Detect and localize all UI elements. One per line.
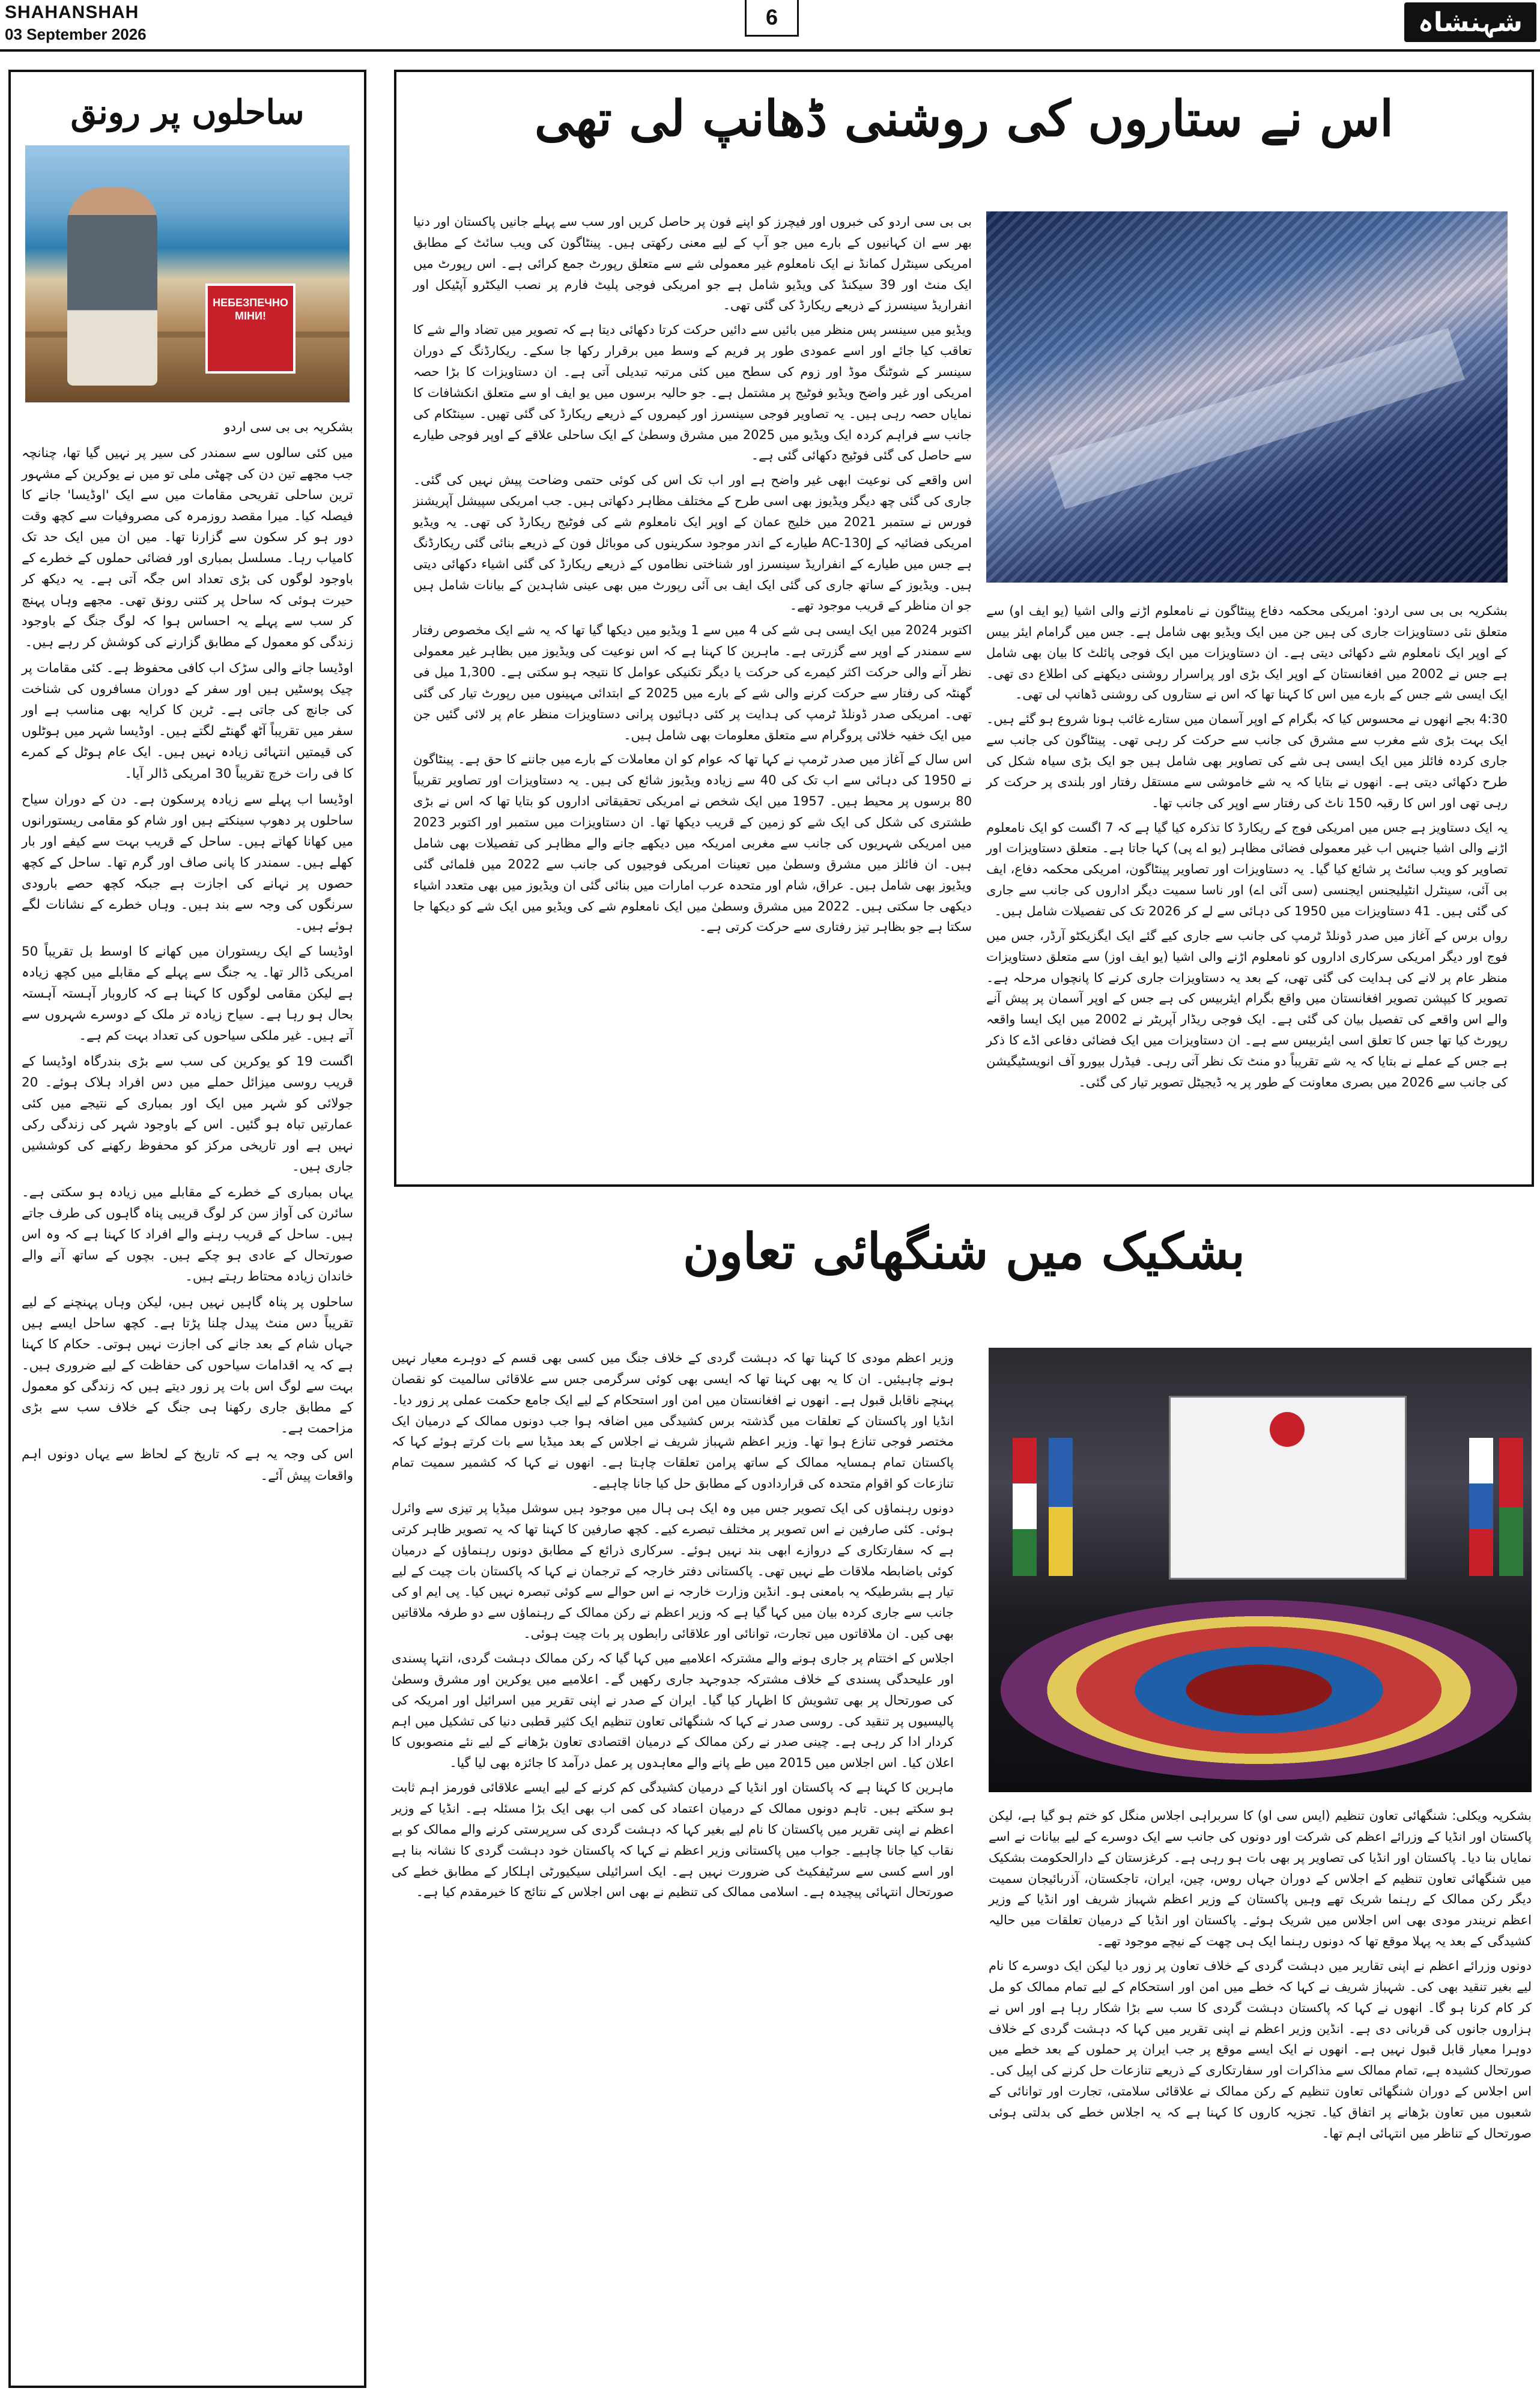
article-paragraph: بشکریہ ویکلی: شنگھائی تعاون تنظیم (ایس سی او) کا سربراہی اجلاس منگل کو ختم ہو گیا ہے، لیکن پاکستان اور انڈیا کے وزرائے اعظم کی شرکت اور دونوں کی جانب سے ایک دوسرے کے لیے بیانات نے اسے نمایاں بنا دیا۔ پاکستان اور انڈیا کی تصاویر پر بھی بات ہو رہی ہے۔ کرغزستان کے دارالحکومت بشکیک میں شنگھائی تعاون تنظیم کے اجلاس کے دوران جہاں روس، چین، ایران، تاجکستان، آذربائیجان سمیت دیگر رکن ممالک کے رہنما شریک تھے وہیں پاکستان کے وزیر اعظم شہباز شریف اور انڈیا کے وزیر اعظم نریندر مودی بھی اس اجلاس میں شریک ہوئے۔ پاکستان اور انڈیا کے درمیان تعلقات میں حالیہ کشیدگی کے بعد یہ پہلا موقع تھا کہ دونوں رہنما ایک ہی چھت کے نیچے موجود تھے۔ xyxy=(989,1808,1532,1949)
top-article-left-column xyxy=(413,211,972,941)
article-paragraph: ویڈیو میں سینسر پس منظر میں بائیں سے دائیں حرکت کرتا دکھائی دیتا ہے کہ تصویر میں تضاد والے شے کا تعاقب کیا جائے اور اسے عمودی طور پر فریم کے وسط میں برقرار رکھا جا سکے۔ ریکارڈنگ کے دوران سینسر کے شوٹنگ موڈ اور زوم کی سطح میں کئی مرتبہ تبدیلی آتی ہے۔ ان دستاویزات کا بڑا حصہ امریکی اور غیر واضح ویڈیو فوٹیج پر مشتمل ہے۔ جو حالیہ برسوں میں یو ایف او سے متعلق انکشافات کا نمایاں حصہ رہی ہیں۔ یہ تصاویر فوجی سینسرز اور کیمروں کے ذریعے ریکارڈ کی گئی تھیں۔ سینٹکام کی جانب سے فراہم کردہ ایک ویڈیو میں 2025 میں مشرق وسطیٰ کے ایک ساحلی علاقے کے اوپر فوجی طیارے سے حاصل کی گئی فوٹیج دکھائی گئی ہے۔ xyxy=(413,323,972,463)
article-paragraph: دونوں رہنماؤں کی ایک تصویر جس میں وہ ایک ہی ہال میں موجود ہیں سوشل میڈیا پر تیزی سے وائرل ہوئی۔ کئی صارفین نے اس تصویر پر مختلف تبصرے کیے۔ کچھ صارفین کا کہنا تھا کہ یہ تصویر ظاہر کرتی ہے کہ سفارتکاری کے دروازے ابھی بند نہیں ہوئے۔ سرکاری ذرائع کے مطابق دونوں رہنماؤں کے درمیان کوئی باضابطہ ملاقات طے نہیں تھی۔ پاکستانی دفتر خارجہ کے ترجمان نے کہا کہ پاکستان بات چیت کے لیے تیار ہے بشرطیکہ یہ بامعنی ہو۔ انڈین وزارت خارجہ نے اس حوالے سے کوئی تبصرہ نہیں کیا۔ پی ایم او کی جانب سے جاری کردہ بیان میں کہا گیا ہے کہ وزیر اعظم نے رکن ممالک کے رہنماؤں سے دو طرفہ ملاقاتیں بھی کیں۔ ان ملاقاتوں میں تجارت، توانائی اور علاقائی رابطوں پر بات چیت ہوئی۔ xyxy=(392,1501,954,1641)
photo-flag xyxy=(1013,1438,1037,1576)
bottom-article-right-column xyxy=(989,1805,1532,2148)
bottom-article-headline: بشکیک میں شنگھائی تعاون xyxy=(683,1223,1245,1280)
sidebar-paragraph: ساحلوں پر پناہ گاہیں نہیں ہیں، لیکن وہاں پہنچنے کے لیے تقریباً دس منٹ پیدل چلنا پڑتا ہے۔ کچھ ساحل ایسے ہیں جہاں شام کے بعد جانے کی اجازت نہیں ہوتی۔ حکام کا کہنا ہے کہ یہ اقدامات سیاحوں کی حفاظت کے لیے ضروری ہیں۔ بہت سے لوگ اس بات پر زور دیتے ہیں کہ زندگی کو معمول کے مطابق جاری رکھنا ہی جنگ کے خلاف سب سے بڑی مزاحمت ہے۔ xyxy=(22,1295,353,1437)
sidebar-paragraph: اوڈیسا جانے والی سڑک اب کافی محفوظ ہے۔ کئی مقامات پر چیک پوسٹیں ہیں اور سفر کے دوران مسافروں کی شناخت کی جانچ کی جاتی ہے۔ ٹرین کا کرایہ بھی مناسب ہے اور سفر میں تقریباً آٹھ گھنٹے لگتے ہیں۔ اوڈیسا شہر میں ہوٹلوں کی قیمتیں انتہائی زیادہ نہیں ہیں۔ ایک عام ہوٹل کے کمرے کا فی رات خرچ تقریباً 30 امریکی ڈالر آیا۔ xyxy=(22,661,353,781)
photo-flag xyxy=(1469,1438,1493,1576)
article-paragraph: 4:30 بجے انھوں نے محسوس کیا کہ بگرام کے اوپر آسمان میں ستارے غائب ہونا شروع ہو گئے ہیں۔ ایک بہت بڑی شے مغرب سے مشرق کی جانب سے حرکت کر رہی تھی۔ پینٹاگون کی جانب سے جاری کردہ فائلز میں ایک ایسی ہی شے کی تصاویر بھی شامل ہیں جو ایک بڑی سیاہ شکل کی طرح دکھائی دیتی ہے۔ انھوں نے بتایا کہ یہ شے خاموشی سے مستقل رفتار اور بلندی پر حرکت کر رہی تھی اور اس کا رقبہ 150 ناٹ کی رفتار سے اوپر کی جانب تھا۔ xyxy=(986,712,1508,810)
bottom-article-photo xyxy=(989,1348,1532,1792)
photo-person xyxy=(67,187,157,386)
article-paragraph: بی بی سی اردو کی خبروں اور فیچرز کو اپنے فون پر حاصل کریں اور سب سے پہلے جانیں پاکستان اور دنیا بھر سے ان کہانیوں کے بارے میں جو آپ کے لیے معنی رکھتی ہیں۔ پینٹاگون کی ویب سائٹ کے مطابق امریکی سینٹرل کمانڈ نے ایک نامعلوم غیر معمولی شے سے متعلق رپورٹ جمع کرائی ہے۔ اس رپورٹ میں ایک منٹ اور 39 سیکنڈ کی ویڈیو شامل ہے جو امریکی فوجی پلیٹ فارم پر نصب الیکٹرو آپٹیکل اور انفراریڈ سینسرز کے ذریعے ریکارڈ کی گئی تھی۔ xyxy=(413,214,972,313)
sidebar-paragraph: اوڈیسا اب پہلے سے زیادہ پرسکون ہے۔ دن کے دوران سیاح ساحلوں پر دھوپ سینکتے ہیں اور شام کو مقامی ریستورانوں میں کھانا کھاتے ہیں۔ ساحل کے قریب بہت سے کیفے اور بار کھلے ہیں۔ سمندر کا پانی صاف اور گرم تھا۔ ساحل کے کچھ حصوں پر نہانے کی اجازت ہے جبکہ کچھ حصے بارودی سرنگوں کی وجہ سے بند ہیں۔ وہاں خطرے کے نشانات لگے ہوئے ہیں۔ xyxy=(22,792,353,933)
sidebar-paragraph: اس کی وجہ یہ ہے کہ تاریخ کے لحاظ سے یہاں دونوں اہم واقعات پیش آئے۔ xyxy=(22,1447,353,1483)
sidebar-title: ساحلوں پر رونق xyxy=(70,92,305,132)
article-paragraph: وزیر اعظم مودی کا کہنا تھا کہ دہشت گردی کے خلاف جنگ میں کسی بھی قسم کے دوہرے معیار نہیں ہونے چاہیئیں۔ ان کا یہ بھی کہنا تھا کہ ایسی بھی کوئی سرگرمی جس سے علاقائی سالمیت کو نقصان پہنچے ناقابل قبول ہے۔ انھوں نے افغانستان میں امن اور استحکام کے لیے ایک جامع حکمت عملی پر زور دیا۔ انڈیا اور پاکستان کے تعلقات میں گذشتہ برس کشیدگی میں اضافہ ہوا جب دونوں ممالک کے درمیان ایک مختصر فوجی تنازع ہوا تھا۔ وزیر اعظم شہباز شریف نے اجلاس کے بعد میڈیا سے بات کرتے ہوئے کہا کہ پاکستان تمام ہمسایہ ممالک کے ساتھ پرامن تعلقات چاہتا ہے۔ انھوں نے کہا کہ کشمیر سمیت تمام تنازعات کو اقوام متحدہ کی قراردادوں کے مطابق حل کیا جانا چاہیے۔ xyxy=(392,1351,954,1491)
publication-date: 03 September 2026 xyxy=(5,25,147,43)
article-paragraph: رواں برس کے آغاز میں صدر ڈونلڈ ٹرمپ کی جانب سے جاری کیے گئے ایک ایگزیکٹو آرڈر، جس میں فوج اور دیگر امریکی سرکاری اداروں کو نامعلوم اڑنے والی اشیا (یو ایف اوز) سے متعلق دستاویزات منظر عام پر لانے کی ہدایت کی گئی تھی، کے بعد یہ دستاویزات جاری کرنے کا پانچواں مرحلہ ہے۔ تصویر کا کیپشن تصویر افغانستان میں واقع بگرام ایئربیس کی ہے جس کے اوپر آسمان پر پیش آنے والے اس واقعے کی تفصیل بیان کی گئی ہے۔ ایک فوجی ریڈار آپریٹر نے 2002 میں ایک ایسا واقعہ رپورٹ کیا تھا جس کا تعلق اسی ایئربیس سے ہے۔ ان دستاویزات میں ایک فضائی دفاعی اڈے کا ذکر ہے جس کے عملے نے بتایا کہ یہ شے تقریباً دو منٹ تک نظر آتی رہی۔ فیڈرل بیورو آف انویسٹیگیشن کی جانب سے 2026 میں بصری معاونت کے طور پر یہ ڈیجیٹل تصویر تیار کی گئی۔ xyxy=(986,928,1508,1089)
sidebar-paragraph: اگست 19 کو یوکرین کی سب سے بڑی بندرگاہ اوڈیسا کے قریب روسی میزائل حملے میں دس افراد ہلاک ہوئے۔ 20 جولائی کو شہر میں ایک اور بمباری کے نتیجے میں کئی عمارتیں تباہ ہو گئیں۔ اس کے باوجود شہر کی زندگی رکی نہیں ہے اور تاریخی مرکز کو محفوظ رکھنے کی کوششیں جاری ہیں۔ xyxy=(22,1053,353,1175)
article-paragraph: بشکریہ بی بی سی اردو: امریکی محکمہ دفاع پینٹاگون نے نامعلوم اڑنے والی اشیا (یو ایف او) سے متعلق نئی دستاویزات جاری کی ہیں جن میں ایک ویڈیو بھی شامل ہے۔ جس میں گرامام ایئر بیس کے اوپر ایک نامعلوم شے دکھائی دیتی ہے۔ ان دستاویزات میں ایک فوجی پائلٹ کا بیان بھی شامل ہے جس نے 2002 میں افغانستان کے اوپر ایک بڑی اور پراسرار روشنی دیکھنے کی اطلاع دی تھی۔ ایک ایسی شے جس کے بارے میں اس کا کہنا تھا کہ اس نے ستاروں کی روشنی ڈھانپ لی تھی۔ xyxy=(986,604,1508,702)
top-article-headline: اس نے ستاروں کی روشنی ڈھانپ لی تھی xyxy=(534,90,1394,148)
photo-flag xyxy=(1499,1438,1523,1576)
publication-name: SHAHANSHAH xyxy=(5,2,139,22)
page-header xyxy=(0,0,1540,52)
sidebar-paragraph: اوڈیسا کے ایک ریستوران میں کھانے کا اوسط بل تقریباً 50 امریکی ڈالر تھا۔ یہ جنگ سے پہلے کے مقابلے میں کچھ زیادہ ہے لیکن مقامی لوگوں کا کہنا ہے کہ کاروبار آہستہ آہستہ بحال ہو رہا ہے۔ سیاح زیادہ تر ملک کے دوسرے شہروں سے آتے ہیں۔ غیر ملکی سیاحوں کی تعداد بہت کم ہے۔ xyxy=(22,944,353,1043)
sidebar-paragraph: بشکریہ بی بی سی اردو xyxy=(224,420,353,435)
article-paragraph: اکتوبر 2024 میں ایک ایسی ہی شے کی 4 میں سے 1 ویڈیو میں دیکھا گیا تھا کہ یہ شے ایک مخصوص رفتار سے سمندر کے اوپر سے گزرتی ہے۔ ماہرین کا کہنا ہے کہ اس نوعیت کی ویڈیوز میں بظاہر غیر معمولی نظر آنے والی حرکت اکثر کیمرے کی حرکت یا دیگر تکنیکی عوامل کا نتیجہ ہو سکتی ہے۔ 1,300 میل فی گھنٹہ کی رفتار سے حرکت کرنے والی شے کے بارے میں 2025 کے ابتدائی مہینوں میں رپورٹ تیار کی گئی تھی۔ امریکی صدر ڈونلڈ ٹرمپ کی ہدایت پر کئی دہائیوں پرانی دستاویزات منظر عام پر لائی گئیں جن میں ایک خفیہ خلائی پروگرام سے متعلق معلومات بھی شامل ہیں۔ xyxy=(413,623,972,742)
article-paragraph: دونوں وزرائے اعظم نے اپنی تقاریر میں دہشت گردی کے خلاف تعاون پر زور دیا لیکن ایک دوسرے کا نام لیے بغیر تنقید بھی کی۔ شہباز شریف نے کہا کہ خطے میں امن اور استحکام کے لیے تمام ممالک کو مل کر کام کرنا ہو گا۔ انھوں نے کہا کہ پاکستان دہشت گردی کا سب سے بڑا شکار رہا ہے اور اس نے ہزاروں جانوں کی قربانی دی ہے۔ انڈین وزیر اعظم نے اپنی تقریر میں کہا کہ دہشت گردی کے خلاف دوہرا معیار قابل قبول نہیں ہے۔ انھوں نے ایک ایسے موقع پر جب ایران پر حملوں کے بعد خطے میں صورتحال کشیدہ ہے، تمام ممالک سے مذاکرات اور سفارتکاری کے ذریعے تنازعات حل کرنے کی اپیل کی۔ اس اجلاس کے دوران شنگھائی تعاون تنظیم کے رکن ممالک نے علاقائی سلامتی، تجارت اور توانائی کے شعبوں میں تعاون بڑھانے پر اتفاق کیا۔ تجزیہ کاروں کا کہنا ہے کہ یہ اجلاس خطے کی بدلتی ہوئی صورتحال کے تناظر میں انتہائی اہم تھا۔ xyxy=(989,1959,1532,2141)
article-paragraph: اس سال کے آغاز میں صدر ٹرمپ نے کہا تھا کہ عوام کو ان معاملات کے بارے میں جاننے کا حق ہے۔ پینٹاگون نے 1950 کی دہائی سے اب تک کی 40 سے زیادہ ویڈیوز شائع کی ہیں۔ یہ دستاویزات اور تصاویر تقریباً 80 برسوں پر محیط ہیں۔ 1957 میں ایک شخص نے امریکی تحقیقاتی اداروں کو بتایا تھا کہ اس نے بڑی طشتری کی شکل کی ایک شے کو زمین کے قریب دیکھا تھا۔ ان دستاویزات میں ستمبر اور اکتوبر 2023 میں امریکی شہریوں کی جانب سے مغربی امریکہ میں دیکھے جانے والے مظاہر کی تفصیلات بھی شامل ہیں۔ ان فائلز میں مشرق وسطیٰ میں تعینات امریکی فوجیوں کی جانب سے 2022 میں فلمائی گئی ویڈیوز بھی شامل ہیں۔ عراق، شام اور متحدہ عرب امارات میں بنائی گئی ان ویڈیوز میں بھی متعدد اشیاء دیکھی جا سکتی ہیں۔ 2022 میں مشرق وسطیٰ میں ایک نامعلوم شے کی ویڈیو میں ایک شے کو دیکھا جا سکتا ہے جو بظاہر تیز رفتاری سے حرکت کرتی ہے۔ xyxy=(413,752,972,935)
page-number: 6 xyxy=(745,0,799,37)
sidebar-photo xyxy=(25,145,350,402)
top-article-photo xyxy=(986,211,1508,583)
sidebar-paragraph: میں کئی سالوں سے سمندر کی سیر پر نہیں گیا تھا، چنانچہ جب مجھے تین دن کی چھٹی ملی تو میں نے یوکرین کے مشہور ترین ساحلی تفریحی مقامات میں سے ایک 'اوڈیسا' جانے کا فیصلہ کیا۔ میرا مقصد روزمرہ کی مصروفیات سے کچھ وقت دور ہو کر سکون سے گزارنا تھا۔ میں ان میں ایک حد تک کامیاب رہا۔ مسلسل بمباری اور فضائی حملوں کے خطرے کے باوجود لوگوں کی بڑی تعداد اس جگہ آتی ہے۔ یہ دیکھ کر حیرت ہوئی کہ ساحل پر کتنی رونق تھی۔ مجھے وہاں پہنچ کر سب سے پہلے یہ احساس ہوا کہ لوگ جنگ کے باوجود زندگی کو معمول کے مطابق گزارنے کی کوشش کر رہے ہیں۔ xyxy=(22,446,353,650)
article-paragraph: اجلاس کے اختتام پر جاری ہونے والے مشترکہ اعلامیے میں کہا گیا کہ رکن ممالک دہشت گردی، انتہا پسندی اور علیحدگی پسندی کے خلاف مشترکہ جدوجہد جاری رکھیں گے۔ اعلامیے میں یوکرین اور مشرق وسطیٰ کی صورتحال پر بھی تشویش کا اظہار کیا گیا۔ ایران کے صدر نے اپنی تقریر میں اسرائیل اور امریکہ کی پالیسیوں پر تنقید کی۔ روسی صدر نے کہا کہ شنگھائی تعاون تنظیم ایک کثیر قطبی دنیا کی تشکیل میں اہم کردار ادا کر رہی ہے۔ چینی صدر نے رکن ممالک کے درمیان اقتصادی تعاون بڑھانے کے لیے نئے منصوبوں کا اعلان کیا۔ اس اجلاس میں 2015 میں طے پانے والے معاہدوں پر عمل درآمد کا جائزہ بھی لیا گیا۔ xyxy=(392,1651,954,1771)
photo-flag xyxy=(1049,1438,1073,1576)
photo-conference-table xyxy=(1001,1600,1517,1780)
article-paragraph: ماہرین کا کہنا ہے کہ پاکستان اور انڈیا کے درمیان کشیدگی کم کرنے کے لیے ایسے علاقائی فورمز اہم ثابت ہو سکتے ہیں۔ تاہم دونوں ممالک کے درمیان اعتماد کی کمی اب بھی ایک بڑا مسئلہ ہے۔ انڈیا کے وزیر اعظم نے اپنی تقریر میں پاکستان کا نام لیے بغیر کہا کہ دہشت گردی کی سرپرستی کرنے والے ممالک کو بے نقاب کیا جانا چاہیے۔ جواب میں پاکستانی وزیر اعظم نے کہا کہ پاکستان خود دہشت گردی کا نشانہ بنا ہے اور اسے کسی سے سرٹیفکیٹ کی ضرورت نہیں ہے۔ ایک اسرائیلی سیکیورٹی اہلکار کے مطابق خطے کی صورتحال انتہائی پیچیدہ ہے۔ اسلامی ممالک کی تنظیم نے بھی اس اجلاس کے نتائج کا خیرمقدم کیا ہے۔ xyxy=(392,1780,954,1900)
article-paragraph: یہ ایک دستاویز ہے جس میں امریکی فوج کے ریکارڈ کا تذکرہ کیا گیا ہے کہ 7 اگست کو ایک نامعلوم اڑنے والی اشیا جنہیں اب غیر معمولی فضائی مظاہر (یو اے پی) کہا جاتا ہے۔ متعلق دستاویزات اور تصاویر کو ویب سائٹ پر شائع کیا گیا۔ یہ دستاویزات اور تصاویر پینٹاگون، امریکی محکمہ دفاع، ایف بی آئی، سینٹرل انٹیلیجنس ایجنسی (سی آئی اے) اور ناسا سمیت دیگر اداروں کی جانب سے جاری کی گئی ہیں۔ 41 دستاویزات میں 1950 کی دہائی سے لے کر 2026 تک کی تفصیلات شامل ہیں۔ xyxy=(986,820,1508,919)
masthead-logo: شہنشاہ xyxy=(1404,2,1536,42)
bottom-article-left-column xyxy=(392,1348,954,1906)
top-article-right-column xyxy=(986,601,1508,1097)
sidebar-body xyxy=(22,417,353,1486)
photo-stage-screen xyxy=(1169,1396,1407,1580)
sidebar-paragraph: یہاں بمباری کے خطرے کے مقابلے میں زیادہ ہو سکتی ہے۔ سائرن کی آواز سن کر لوگ قریبی پناہ گاہوں کی طرف جاتے ہیں۔ ساحل کے قریب رہنے والے افراد کا کہنا ہے کہ وہ اس صورتحال کے عادی ہو چکے ہیں۔ بچوں کے ساتھ آنے والے خاندان زیادہ محتاط رہتے ہیں۔ xyxy=(22,1185,353,1285)
top-article xyxy=(394,70,1534,1187)
danger-sign: НЕБЕЗПЕЧНО МІНИ! xyxy=(205,283,296,374)
sidebar-article xyxy=(8,70,366,2388)
article-paragraph: اس واقعے کی نوعیت ابھی غیر واضح ہے اور اب تک اس کی کوئی حتمی وضاحت پیش نہیں کی گئی۔ جاری کی گئی چھ دیگر ویڈیوز بھی اسی طرح کے مختلف مظاہر دکھاتی ہیں۔ جب امریکی سپیشل آپریشنز فورس نے ستمبر 2021 میں خلیج عمان کے اوپر ایک نامعلوم شے کی فوٹیج ریکارڈ کی تھی۔ یہ ویڈیو امریکی فضائیہ کے AC-130J طیارے کے اندر موجود سکرینوں کی موبائل فون کے ذریعے بنائی گئی ریکارڈنگ ہے جس میں طیارے کے انفراریڈ سینسرز اور شناختی نظاموں کے ذریعے ریکارڈ کی گئی اشیاء دکھائی دیتی ہیں۔ ویڈیوز کے ساتھ جاری کی گئی ایک ایف بی آئی رپورٹ میں بھی عینی شاہدین کے بیانات شامل ہیں جو ان مناظر کے قریب موجود تھے۔ xyxy=(413,473,972,613)
